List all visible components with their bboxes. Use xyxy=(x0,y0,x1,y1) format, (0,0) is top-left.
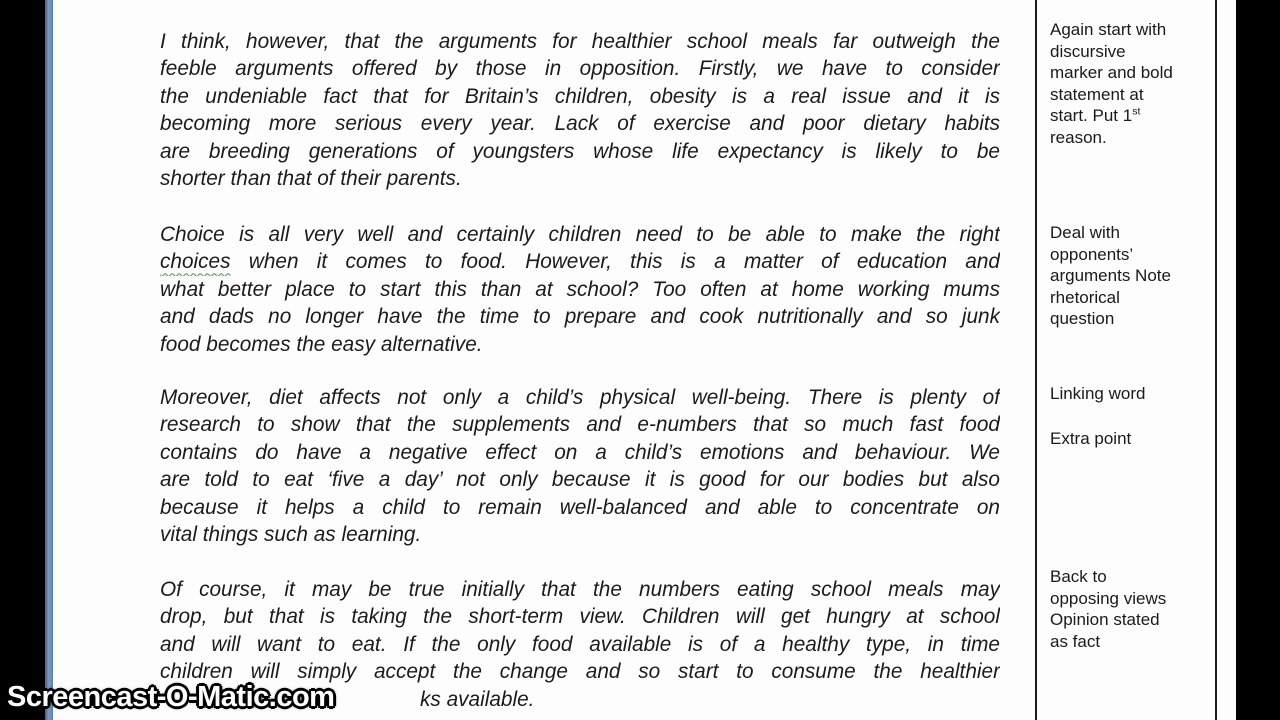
text-line: because it helps a child to remain well-balanced and able to concentrate on xyxy=(160,495,1000,519)
margin-note-3 xyxy=(1050,383,1212,405)
text-line: rhetorical xyxy=(1050,287,1120,307)
right-black-bar xyxy=(1236,0,1280,720)
text-line: as fact xyxy=(1050,631,1101,651)
text-line: are told to eat ‘five a day’ not only because it is good for our bodies but also xyxy=(160,468,1000,492)
text-line: research to show that the supplements and e-numbers that so much fast food xyxy=(160,413,1000,437)
text-line: opposing views xyxy=(1050,588,1167,608)
text-line: ks available. xyxy=(420,687,535,711)
text-line: Again start with xyxy=(1050,20,1167,39)
text-line: drop, but that is taking the short-term view. Children will get hungry at school xyxy=(160,605,1000,629)
text-line: I think, however, that the arguments for healthier school meals far outweigh the xyxy=(160,30,1000,53)
screencast-watermark: Screencast-O-Matic.com xyxy=(7,681,335,713)
text-line: discursive xyxy=(1050,41,1126,61)
margin-note-4 xyxy=(1050,428,1212,450)
text-line: Extra point xyxy=(1050,429,1132,448)
text-line: Of course, it may be true initially that the numbers eating school meals may xyxy=(160,578,1000,601)
text-line: statement at xyxy=(1050,84,1144,104)
text-line: Linking word xyxy=(1050,384,1146,403)
text-line: reason. xyxy=(1050,127,1107,147)
text-line: opponents’ xyxy=(1050,244,1134,264)
text-line: the undeniable fact that for Britain’s children, obesity is a real issue and it is xyxy=(160,84,1000,108)
spellcheck-underline: choices xyxy=(160,250,231,274)
text-line: are breeding generations of youngsters whose life expectancy is likely to be xyxy=(160,139,1000,163)
text-line: Back to xyxy=(1050,567,1107,586)
annotation-column-border xyxy=(1215,0,1217,720)
text-line: children will simply accept the change and so start to consume the healthier xyxy=(160,660,1000,684)
text-line: Moreover, diet affects not only a child’s physical well-being. There is plenty of xyxy=(160,386,1000,409)
margin-note-2 xyxy=(1050,222,1212,330)
text-line: vital things such as learning. xyxy=(160,522,422,546)
text-line: becoming more serious every year. Lack of exercise and poor dietary habits xyxy=(160,112,1000,136)
essay-text[interactable] xyxy=(160,0,1000,720)
text-line: arguments Note xyxy=(1050,266,1171,286)
superscript-ordinal: st xyxy=(1132,105,1141,118)
text-line: Opinion stated xyxy=(1050,610,1160,630)
text-line: contains do have a negative effect on a child’s emotions and behaviour. We xyxy=(160,440,1000,464)
document-page[interactable] xyxy=(53,0,1035,720)
text-line: Deal with xyxy=(1050,223,1120,242)
text-line: food becomes the easy alternative. xyxy=(160,332,483,356)
annotation-column[interactable] xyxy=(1037,0,1215,720)
left-black-bar xyxy=(0,0,45,720)
text-line: what better place to start this than at school? Too often at home working mums xyxy=(160,277,1000,301)
text-line: question xyxy=(1050,309,1115,329)
text-line: marker and bold xyxy=(1050,63,1173,83)
essay-paragraph-1 xyxy=(160,28,1000,192)
essay-paragraph-2 xyxy=(160,221,1000,358)
text-line: shorter than that of their parents. xyxy=(160,166,462,190)
text-line: choices when it comes to food. However, this is a matter of education and xyxy=(160,250,1000,274)
text-line: start. Put 1st xyxy=(1050,105,1141,126)
text-line: and will want to eat. If the only food available is of a healthy type, in time xyxy=(160,632,1000,656)
text-line: feeble arguments offered by those in opposition. Firstly, we have to consider xyxy=(160,57,1000,81)
margin-note-5 xyxy=(1050,566,1212,652)
text-line: Choice is all very well and certainly children need to be able to make the right xyxy=(160,223,1000,246)
margin-note-1 xyxy=(1050,19,1212,149)
text-line: and dads no longer have the time to prepare and cook nutritionally and so junk xyxy=(160,305,1000,329)
window-edge-strip xyxy=(45,0,53,720)
essay-paragraph-3 xyxy=(160,384,1000,548)
